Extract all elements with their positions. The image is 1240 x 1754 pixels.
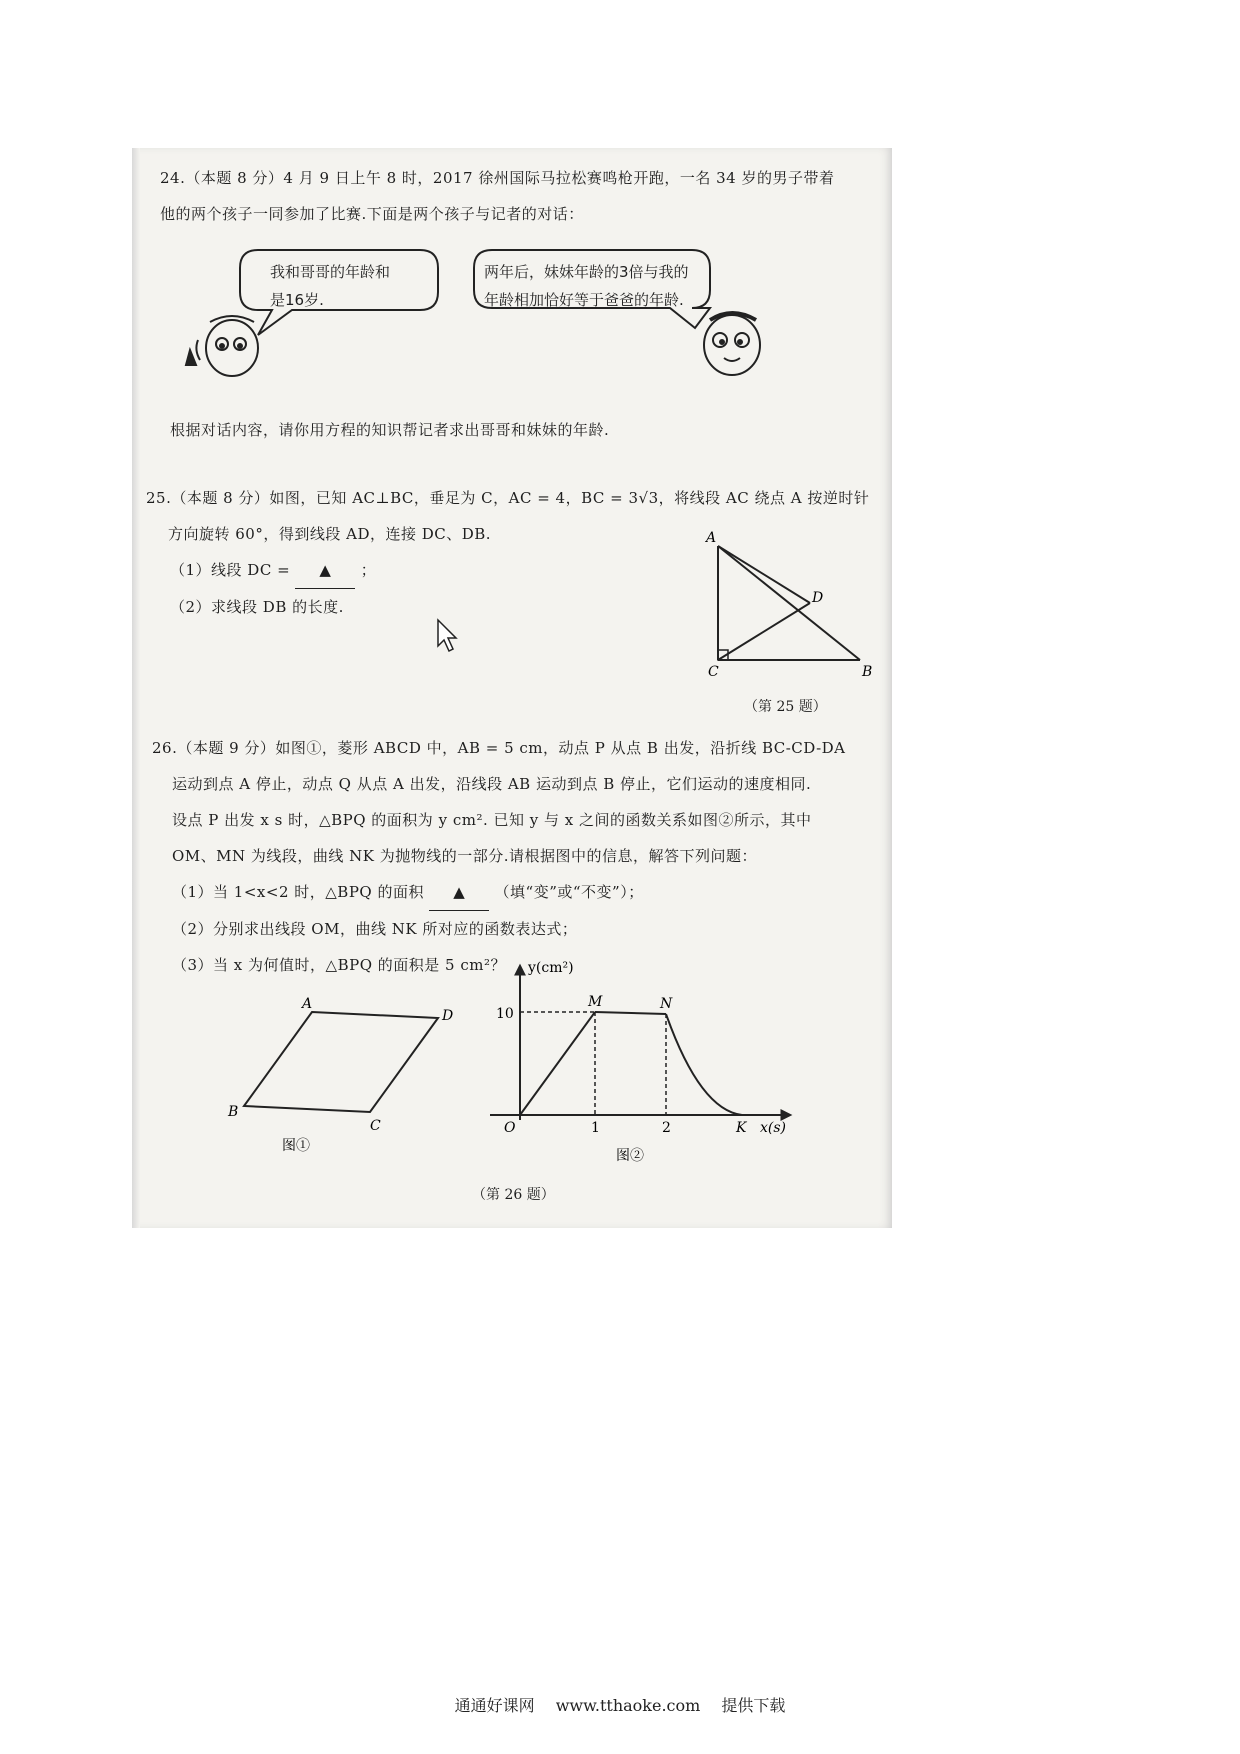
q25-part2: （2）求线段 DB 的长度. xyxy=(170,598,344,616)
fig2-origin: O xyxy=(504,1120,516,1136)
q26-line1: 26.（本题 9 分）如图①，菱形 ABCD 中，AB = 5 cm，动点 P 从点 B 出发，沿折线 BC-CD-DA xyxy=(152,739,846,757)
bubble-right-line2: 年龄相加恰好等于爸爸的年龄. xyxy=(484,291,684,309)
fig2-caption: 图② xyxy=(616,1148,644,1164)
q24-line1: 24.（本题 8 分）4 月 9 日上午 8 时，2017 徐州国际马拉松赛鸣枪开跑，一名 34 岁的男子带着 xyxy=(160,169,835,187)
question-26 xyxy=(152,730,846,983)
q24-line2: 他的两个孩子一同参加了比赛.下面是两个孩子与记者的对话： xyxy=(160,205,584,223)
scan-shadow-edge xyxy=(132,148,140,1228)
bubble-right-line1: 两年后，妹妹年龄的3倍与我的 xyxy=(484,263,689,281)
bubble-left-text xyxy=(270,258,390,314)
fig2-xtick-1: 1 xyxy=(591,1120,600,1136)
fig2-label-N: N xyxy=(660,996,673,1012)
label-C: C xyxy=(708,664,719,678)
fig2-xtick-2: 2 xyxy=(662,1120,671,1136)
bubble-left-line2: 是16岁. xyxy=(270,291,324,309)
label-A: A xyxy=(706,530,717,546)
question-24 xyxy=(160,160,834,232)
fig1-label-C: C xyxy=(370,1118,381,1134)
q25-figure xyxy=(690,528,890,678)
fig1-label-A: A xyxy=(302,996,313,1012)
q24-question: 根据对话内容，请你用方程的知识帮记者求出哥哥和妹妹的年龄. xyxy=(170,421,610,439)
q25-line2: 方向旋转 60°，得到线段 AD，连接 DC、DB. xyxy=(168,525,492,543)
q26-part3: （3）当 x 为何值时，△BPQ 的面积是 5 cm²？ xyxy=(172,956,506,974)
fig1-label-D: D xyxy=(442,1008,454,1024)
q26-part2: （2）分别求出线段 OM，曲线 NK 所对应的函数表达式； xyxy=(172,920,578,938)
q24-prompt xyxy=(170,412,609,448)
boy-cartoon xyxy=(704,313,760,375)
q25-line1: 25.（本题 8 分）如图，已知 AC⊥BC，垂足为 C，AC = 4，BC = 3√3，将线段 AC 绕点 A 按逆时针 xyxy=(146,489,870,507)
q25-caption: （第 25 题） xyxy=(744,699,827,715)
bubble-right-text xyxy=(484,258,689,314)
q26-part1-prefix: （1）当 1<x<2 时，△BPQ 的面积 xyxy=(172,883,424,901)
footer-site: 通通好课网 xyxy=(454,1696,535,1715)
footer-url[interactable]: www.tthaoke.com xyxy=(555,1696,701,1715)
q25-part1-suffix: ； xyxy=(360,561,377,579)
fig2-ylabel: y(cm²) xyxy=(528,960,574,976)
fig2-label-M: M xyxy=(588,994,603,1010)
page-footer xyxy=(0,1693,1240,1716)
q26-figure-2 xyxy=(480,950,810,1170)
q26-line4: OM、MN 为线段，曲线 NK 为抛物线的一部分.请根据图中的信息，解答下列问题： xyxy=(172,847,758,865)
bubble-left-line1: 我和哥哥的年龄和 xyxy=(270,263,391,281)
fig1-caption: 图① xyxy=(282,1138,310,1154)
q26-caption: （第 26 题） xyxy=(472,1187,555,1203)
label-B: B xyxy=(862,664,873,678)
fig1-label-B: B xyxy=(228,1104,239,1120)
answer-blank[interactable]: ▲ xyxy=(295,552,355,589)
q26-line2: 运动到点 A 停止，动点 Q 从点 A 出发，沿线段 AB 运动到点 B 停止，它们运动的速度相同. xyxy=(172,775,812,793)
fig2-xlabel: x(s) xyxy=(760,1120,787,1136)
q26-part1 xyxy=(152,874,846,911)
answer-blank[interactable]: ▲ xyxy=(429,874,489,911)
girl-cartoon xyxy=(186,316,258,376)
q26-figure-1 xyxy=(220,990,470,1160)
q26-part1-suffix: （填“变”或“不变”）； xyxy=(494,883,644,901)
mouse-cursor-icon xyxy=(436,618,460,654)
footer-note: 提供下载 xyxy=(721,1696,786,1715)
q26-line3: 设点 P 出发 x s 时，△BPQ 的面积为 y cm². 已知 y 与 x 之间的函数关系如图②所示，其中 xyxy=(172,811,812,829)
fig2-label-K: K xyxy=(736,1120,747,1136)
q25-part1-prefix: （1）线段 DC = xyxy=(170,561,291,579)
label-D: D xyxy=(812,590,824,606)
fig2-ytick-10: 10 xyxy=(496,1006,514,1022)
